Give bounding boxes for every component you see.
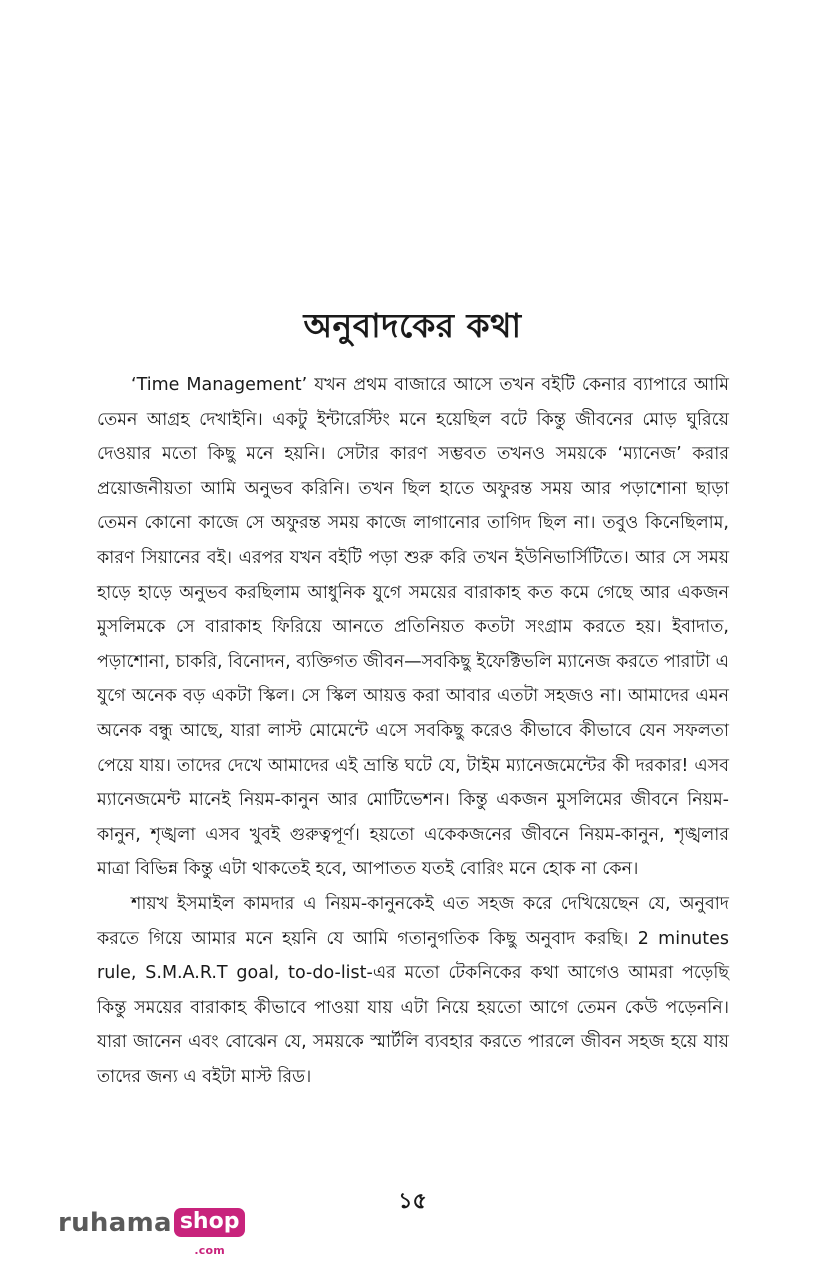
paragraph-1: ‘Time Management’ যখন প্রথম বাজারে আসে তখন বইটি কেনার ব্যাপারে আমি তেমন আগ্রহ দেখাইনি। একটু ইন্টারেস্টিং মনে হয়েছিল বটে কিন্তু জীবনের মোড় ঘুরিয়ে দেওয়ার মতো কিছু মনে হয়নি। সেটার কারণ সম্ভবত তখনও সময়কে ‘ম্যানেজ’ করার প্রয়োজনীয়তা আমি অনুভব করিনি। তখন ছিল হাতে অফুরন্ত সময় আর পড়াশোনা ছাড়া তেমন কোনো কাজে সে অফুরন্ত সময় কাজে লাগানোর তাগিদ ছিল না। তবুও কিনেছিলাম, কারণ সিয়ানের বই। এরপর যখন বইটি পড়া শুরু করি তখন ইউনিভার্সিটিতে। আর সে সময় হাড়ে হাড়ে অনুভব করছিলাম আধুনিক যুগে সময়ের বারাকাহ কত কমে গেছে আর একজন মুসলিমকে সে বারাকাহ ফিরিয়ে আনতে প্রতিনিয়ত কতটা সংগ্রাম করতে হয়। ইবাদাত, পড়াশোনা, চাকরি, বিনোদন, ব্যক্তিগত জীবন—সবকিছু ইফেক্টিভলি ম্যানেজ করতে পারাটা এ যুগে অনেক বড় একটা স্কিল। সে স্কিল আয়ত্ত করা আবার এতটা সহজও না। আমাদের এমন অনেক বন্ধু আছে, যারা লাস্ট মোমেন্টে এসে সবকিছু করেও কীভাবে কীভাবে যেন সফলতা পেয়ে যায়। তাদের দেখে আমাদের এই ভ্রান্তি ঘটে যে, টাইম ম্যানেজমেন্টের কী দরকার! এসব ম্যানেজমেন্ট মানেই নিয়ম-কানুন আর মোটিভেশন। কিন্তু একজন মুসলিমের জীবনে নিয়ম-কানুন, শৃঙ্খলা এসব খুবই গুরুত্বপূর্ণ। হয়তো একেকজনের জীবনে নিয়ম-কানুন, শৃঙ্খলার মাত্রা বিভিন্ন কিন্তু এটা থাকতেই হবে, আপাতত যতই বোরিং মনে হোক না কেন। bbox=[97, 375, 729, 880]
brand-shop-label: shop bbox=[179, 1209, 240, 1234]
body-text bbox=[97, 368, 729, 1094]
brand-watermark bbox=[58, 1208, 245, 1257]
page-number: ১৫ bbox=[398, 1189, 427, 1214]
brand-domain: .com bbox=[194, 1244, 225, 1257]
brand-shop-badge bbox=[174, 1208, 246, 1257]
paragraph-2: শায়খ ইসমাইল কামদার এ নিয়ম-কানুনকেই এত সহজ করে দেখিয়েছেন যে, অনুবাদ করতে গিয়ে আমার মনে হয়নি যে আমি গতানুগতিক কিছু অনুবাদ করছি। 2 minutes rule, S.M.A.R.T goal, to-do-list-এর মতো টেকনিকের কথা আগেও আমরা পড়েছি কিন্তু সময়ের বারাকাহ কীভাবে পাওয়া যায় এটা নিয়ে হয়তো আগে তেমন কেউ পড়েননি। যারা জানেন এবং বোঝেন যে, সময়কে স্মার্টলি ব্যবহার করতে পারলে জীবন সহজ হয়ে যায় তাদের জন্য এ বইটা মাস্ট রিড। bbox=[97, 893, 729, 1087]
brand-name: ruhama bbox=[58, 1208, 172, 1238]
chapter-title: অনুবাদকের কথা bbox=[303, 306, 522, 345]
